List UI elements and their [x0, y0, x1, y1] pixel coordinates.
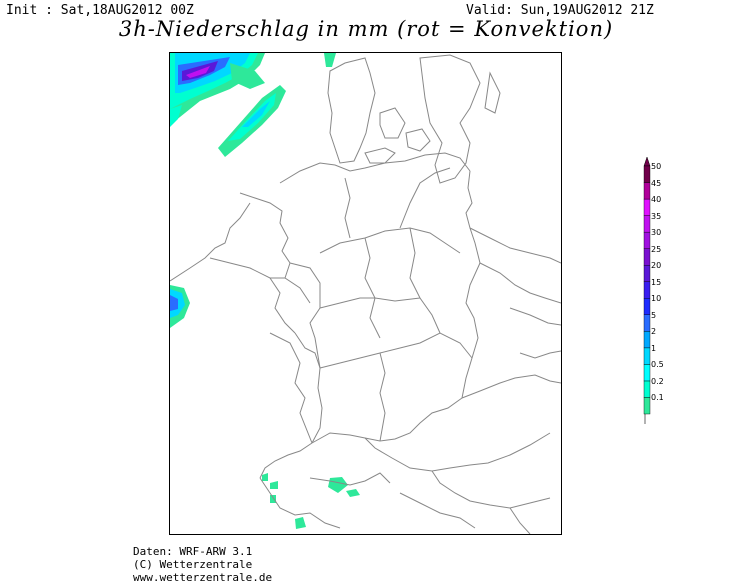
- legend-swatch: [644, 232, 650, 249]
- legend-label: 40: [651, 195, 662, 205]
- legend-swatch: [644, 298, 650, 315]
- legend-label: 0.5: [651, 360, 664, 370]
- map-canvas: [170, 53, 561, 534]
- legend-label: 35: [651, 211, 662, 221]
- legend-swatch: [644, 315, 650, 332]
- legend-label: 10: [651, 294, 662, 304]
- legend-label: 30: [651, 228, 662, 238]
- valid-time: Valid: Sun,19AUG2012 21Z: [466, 3, 654, 18]
- legend-label: 15: [651, 277, 662, 287]
- legend-label: 45: [651, 178, 662, 188]
- legend-swatch: [644, 331, 650, 348]
- legend-label: 1: [651, 343, 657, 353]
- precip-band-north-sea: [218, 53, 336, 157]
- footer-data-source: Daten: WRF-ARW 3.1: [133, 545, 253, 558]
- legend-swatch: [644, 364, 650, 381]
- legend-swatch: [644, 166, 650, 183]
- legend-label: 50: [651, 162, 662, 171]
- legend-swatch: [644, 282, 650, 299]
- precipitation-map: [169, 52, 562, 535]
- footer-website: www.wetterzentrale.de: [133, 571, 273, 584]
- footer-copyright: (C) Wetterzentrale: [133, 558, 253, 571]
- legend-swatch: [644, 265, 650, 282]
- legend-arrow-top: [644, 157, 650, 166]
- legend-swatch: [644, 216, 650, 233]
- legend-label: 20: [651, 261, 662, 271]
- legend-label: 25: [651, 244, 662, 254]
- precip-area-west: [170, 285, 190, 328]
- legend-swatch: [644, 249, 650, 266]
- init-time: Init : Sat,18AUG2012 00Z: [6, 3, 194, 18]
- legend-label: 2: [651, 327, 657, 337]
- legend-swatch: [644, 381, 650, 398]
- legend-swatch: [644, 183, 650, 200]
- legend-label: 0.2: [651, 376, 664, 386]
- legend-label: 5: [651, 310, 657, 320]
- precip-alps: [262, 473, 360, 529]
- legend-label: 0.1: [651, 393, 664, 403]
- legend-swatch: [644, 397, 650, 414]
- legend-swatch: [644, 348, 650, 365]
- legend-swatch: [644, 199, 650, 216]
- country-borders: [170, 55, 561, 534]
- map-title: 3h-Niederschlag in mm (rot = Konvektion): [118, 17, 614, 41]
